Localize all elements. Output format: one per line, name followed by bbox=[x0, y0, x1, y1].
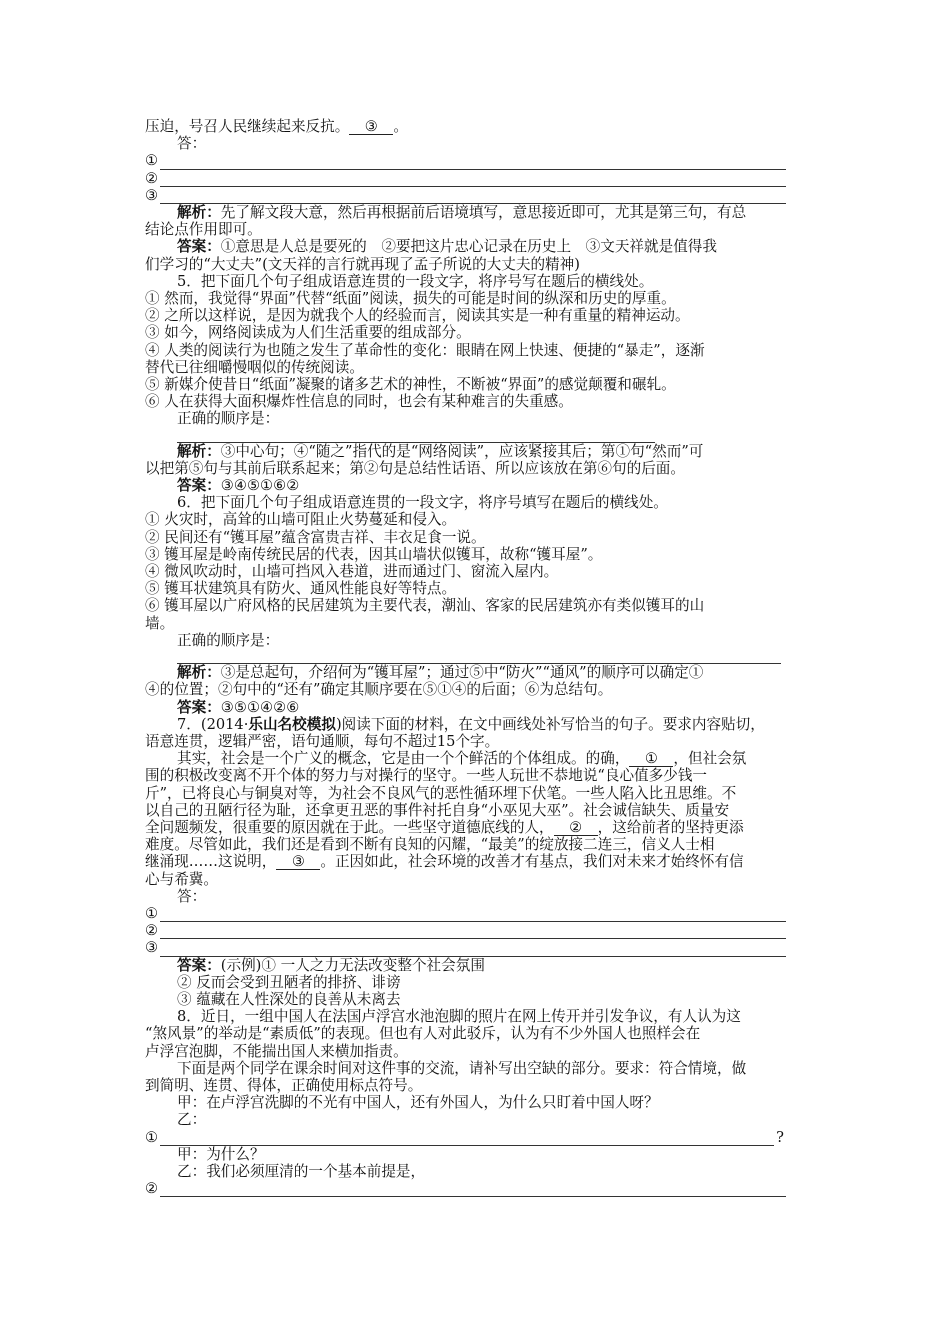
q5-order-line bbox=[177, 428, 655, 443]
q5-sentence-3: ③ 如今，网络阅读成为人们生活重要的组成部分。 bbox=[145, 324, 471, 342]
fill-blank-3: ③ bbox=[349, 119, 393, 135]
q4-analysis-cont: 结论点作用即可。 bbox=[145, 221, 262, 239]
q6-order-label: 正确的顺序是： bbox=[177, 631, 280, 649]
q8-instruction-cont: 到简明、连贯、得体，正确使用标点符号。 bbox=[145, 1076, 423, 1094]
q5-sentence-2: ② 之所以这样说，是因为就我个人的经验而言，阅读其实是一种有重量的精神运动。 bbox=[145, 307, 690, 325]
answer-line-2: ② bbox=[145, 170, 813, 187]
q8-dialogue-yi-1: 乙： bbox=[177, 1111, 207, 1129]
q7-passage-line-5: 全问题频发，很重要的原因就在于此。一些坚守道德底线的人， ② ，这给前者的坚持更添 bbox=[145, 818, 744, 836]
q7-answer-label: 答： bbox=[177, 887, 207, 905]
q7-answer-line-3: ③ bbox=[145, 939, 813, 956]
q8-stem-line-2: “煞风景”的举动是“素质低”的表现。但也有人对此驳斥，认为有不少外国人也照样会在 bbox=[145, 1025, 701, 1043]
q8-dialogue-jia-1: 甲：在卢浮宫洗脚的不光有中国人，还有外国人，为什么只盯着中国人呀？ bbox=[177, 1094, 659, 1112]
q7-key-2: ② 反而会受到丑陋者的排挤、诽谤 bbox=[177, 973, 401, 991]
q6-key: 答案：③⑤①④②⑥ bbox=[177, 698, 300, 716]
q7-passage-line-4: 以自己的丑陋行径为耻，还拿更丑恶的事件衬托自身“小巫见大巫”。社会诚信缺失、质量安 bbox=[145, 801, 730, 819]
fill-blank-2: ② bbox=[554, 820, 598, 836]
q6-sentence-2: ② 民间还有“镬耳屋”蕴含富贵吉祥、丰衣足食一说。 bbox=[145, 528, 486, 546]
answer-label: 答： bbox=[177, 135, 207, 153]
q7-answer-line-1: ① bbox=[145, 905, 813, 922]
q5-sentence-5: ⑤ 新媒介使昔日“纸面”凝聚的诸多艺术的神性，不断被“界面”的感觉颠覆和碾轧。 bbox=[145, 376, 676, 394]
q8-dialogue-yi-2: 乙：我们必须厘清的一个基本前提是， bbox=[177, 1162, 426, 1180]
q8-stem: 8．近日，一组中国人在法国卢浮宫水池泡脚的照片在网上传开并引发争议，有人认为这 bbox=[177, 1008, 741, 1026]
q7-stem: 7．(2014·乐山名校模拟)阅读下面的材料，在文中画线处补写恰当的句子。要求内容贴切， bbox=[177, 715, 765, 733]
q7-passage-line-1: 其实，社会是一个广义的概念，它是由一个个鲜活的个体组成。的确， ① ，但社会氛 bbox=[177, 750, 747, 768]
q4-analysis: 解析：先了解文段大意，然后再根据前后语境填写，意思接近即可，尤其是第三句，有总 bbox=[177, 204, 747, 222]
q5-sentence-4-cont: 替代已往细嚼慢咽似的传统阅读。 bbox=[145, 358, 364, 376]
q4-key: 答案：①意思是人总是要死的 ②要把这片忠心记录在历史上 ③文天祥就是值得我 bbox=[177, 238, 717, 256]
fill-blank-1: ① bbox=[629, 751, 673, 767]
answer-line-1: ① bbox=[145, 152, 813, 169]
q5-sentence-4: ④ 人类的阅读行为也随之发生了革命性的变化：眼睛在网上快速、便捷的“暴走”，逐渐 bbox=[145, 341, 705, 359]
document-page bbox=[145, 118, 813, 1197]
q8-instruction: 下面是两个同学在课余时间对这件事的交流，请补写出空缺的部分。要求：符合情境，做 bbox=[177, 1059, 747, 1077]
q7-passage-line-3: 斤”，已将良心与铜臭对等，为社会不良风气的恶性循环埋下伏笔。一些人陷入比丑思维。不 bbox=[145, 784, 737, 802]
q5-stem: 5．把下面几个句子组成语意连贯的一段文字，将序号写在题后的横线处。 bbox=[177, 272, 654, 290]
q8-answer-line-2: ② bbox=[145, 1180, 813, 1197]
q5-analysis: 解析：③中心句；④“随之”指代的是“网络阅读”，应该紧接其后；第①句“然而”可 bbox=[177, 442, 704, 460]
q6-analysis-cont: ④的位置；②句中的“还有”确定其顺序要在⑤①④的后面；⑥为总结句。 bbox=[145, 681, 613, 699]
q7-passage-line-2: 围的积极改变离不开个体的努力与对操行的坚守。一些人玩世不恭地说“良心值多少钱一 bbox=[145, 767, 708, 785]
q6-sentence-1: ① 火灾时，高耸的山墙可阻止火势蔓延和侵入。 bbox=[145, 511, 457, 529]
q5-key: 答案：③④⑤①⑥② bbox=[177, 477, 300, 495]
q7-passage-line-8: 心与希冀。 bbox=[145, 870, 218, 888]
q7-key: 答案：(示例)① 一人之力无法改变整个社会氛围 bbox=[177, 956, 485, 974]
q6-sentence-6: ⑥ 镬耳屋以广府风格的民居建筑为主要代表，潮汕、客家的民居建筑亦有类似镬耳的山 bbox=[145, 597, 705, 615]
q7-key-3: ③ 蕴藏在人性深处的良善从未离去 bbox=[177, 990, 401, 1008]
q8-answer-line-1: ① ? bbox=[145, 1128, 784, 1146]
q5-sentence-6: ⑥ 人在获得大面积爆炸性信息的同时，也会有某种难言的失重感。 bbox=[145, 393, 573, 411]
q6-stem: 6．把下面几个句子组成语意连贯的一段文字，将序号填写在题后的横线处。 bbox=[177, 494, 668, 512]
q8-dialogue-jia-2: 甲：为什么？ bbox=[177, 1145, 265, 1163]
q6-sentence-6-cont: 墙。 bbox=[145, 614, 175, 632]
q5-sentence-1: ① 然而，我觉得“界面”代替“纸面”阅读，损失的可能是时间的纵深和历史的厚重。 bbox=[145, 290, 676, 308]
q7-stem-cont: 语意连贯，逻辑严密，语句通顺，每句不超过15个字。 bbox=[145, 732, 500, 750]
q5-order-label: 正确的顺序是： bbox=[177, 410, 280, 428]
q8-stem-line-3: 卢浮宫泡脚，不能揣出国人来横加指责。 bbox=[145, 1042, 408, 1060]
q5-analysis-cont: 以把第⑤句与其前后联系起来；第②句是总结性话语、所以应该放在第⑥句的后面。 bbox=[145, 459, 685, 477]
q7-answer-line-2: ② bbox=[145, 922, 813, 939]
answer-line-3: ③ bbox=[145, 187, 813, 204]
q6-sentence-3: ③ 镬耳屋是岭南传统民居的代表，因其山墙状似镬耳，故称“镬耳屋”。 bbox=[145, 545, 603, 563]
q7-passage-line-7: 继涌现……这说明， ③ 。正因如此，社会环境的改善才有基点，我们对未来才始终怀有信 bbox=[145, 853, 744, 871]
fill-blank-3: ③ bbox=[276, 854, 320, 870]
q6-sentence-5: ⑤ 镬耳状建筑具有防火、通风性能良好等特点。 bbox=[145, 580, 457, 598]
q4-tail-line: 压迫，号召人民继续起来反抗。 ③ 。 bbox=[145, 118, 408, 135]
q4-key-cont: 们学习的“大丈夫”(文天祥的言行就再现了孟子所说的大丈夫的精神) bbox=[145, 255, 580, 273]
q7-passage-line-6: 难度。尽管如此，我们还是看到不断有良知的闪耀，“最美”的绽放接二连三，信义人士相 bbox=[145, 836, 715, 854]
q6-analysis: 解析：③是总起句，介绍何为“镬耳屋”；通过⑤中“防火”“通风”的顺序可以确定① bbox=[177, 664, 704, 682]
q6-sentence-4: ④ 微风吹动时，山墙可挡风入巷道，进而通过门、窗流入屋内。 bbox=[145, 563, 559, 581]
q6-order-line bbox=[177, 649, 781, 664]
